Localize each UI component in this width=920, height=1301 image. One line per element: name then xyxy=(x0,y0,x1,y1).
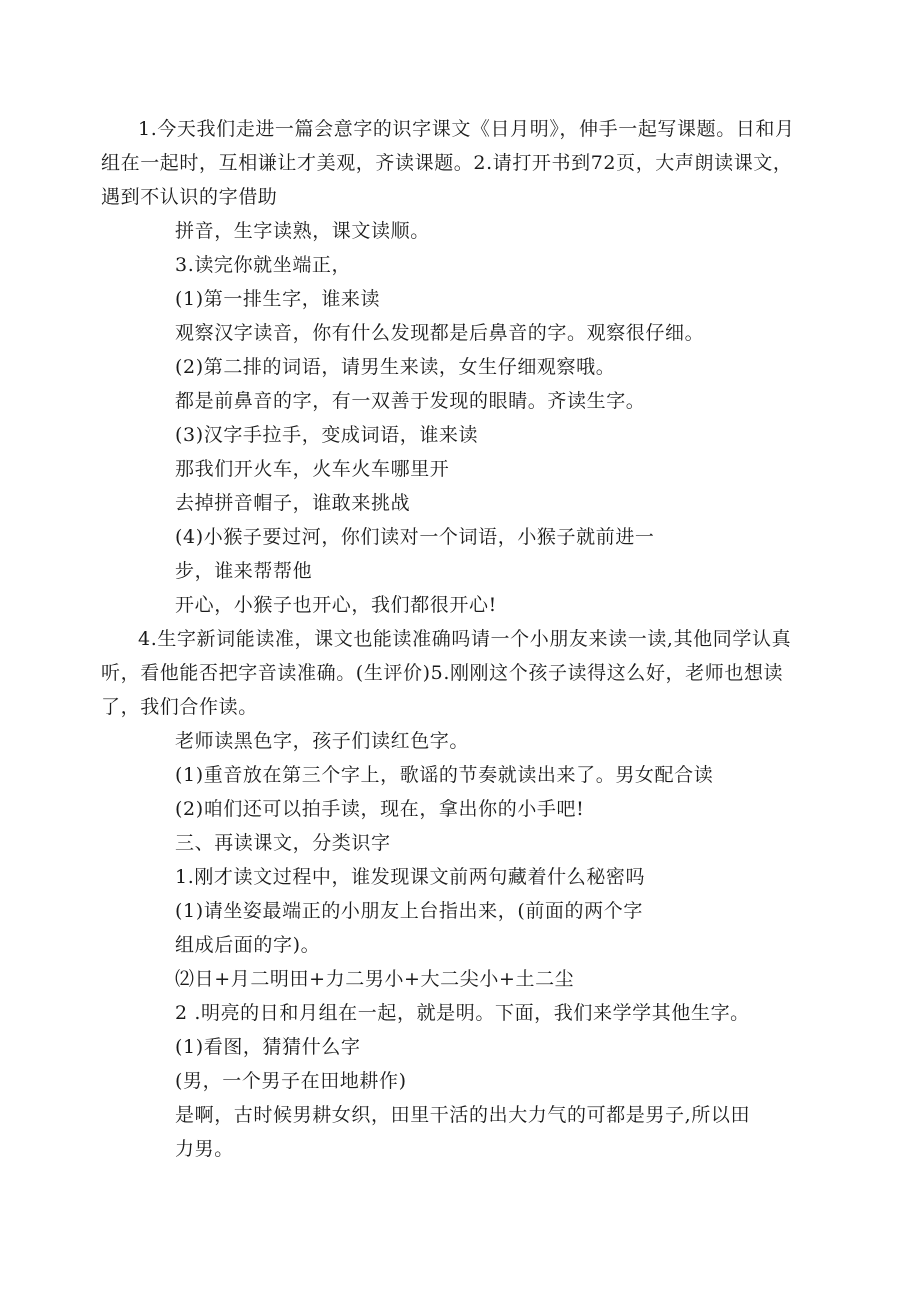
paragraph-equations: ⑵日+月二明田+力二男小+大二尖小+土二尘 xyxy=(175,968,575,990)
paragraph-happy: 开心，小猴子也开心，我们都很开心! xyxy=(175,594,497,616)
paragraph-secret: 1.刚才读文过程中，谁发现课文前两句藏着什么秘密吗 xyxy=(175,866,646,888)
paragraph-guess: (1)看图，猜猜什么字 xyxy=(175,1036,361,1058)
paragraph-bright: 2 .明亮的日和月组在一起，就是明。下面，我们来学学其他生字。 xyxy=(175,1002,750,1024)
paragraph-conclusion: 力男。 xyxy=(175,1138,234,1160)
paragraph-row-two: (2)第二排的词语，请男生来读，女生仔细观察哦。 xyxy=(175,356,616,378)
paragraph-farming: 是啊，古时候男耕女织，田里干活的出大力气的可都是男子,所以田 xyxy=(175,1104,751,1126)
paragraph-stress: (1)重音放在第三个字上，歌谣的节奏就读出来了。男女配合读 xyxy=(175,764,714,786)
lesson-text xyxy=(101,112,798,1166)
paragraph-point-out: (1)请坐姿最端正的小朋友上台指出来，(前面的两个字 xyxy=(175,900,643,922)
paragraph-sit-upright: 3.读完你就坐端正， xyxy=(175,254,352,276)
paragraph-colors: 老师读黑色字，孩子们读红色字。 xyxy=(175,730,470,752)
paragraph-compose: 组成后面的字)。 xyxy=(175,934,321,956)
paragraph-monkey: (4)小猴子要过河，你们读对一个词语，小猴子就前进一 xyxy=(175,526,655,548)
paragraph-row-one: (1)第一排生字，谁来读 xyxy=(175,288,381,310)
paragraph-help: 步，谁来帮帮他 xyxy=(175,560,313,582)
paragraph-intro: 1.今天我们走进一篇会意字的识字课文《日月明》，伸手一起写课题。日和月组在一起时，互相谦让才美观，齐读课题。2.请打开书到72页，大声朗读课文，遇到不认识的字借助 xyxy=(101,118,795,208)
paragraph-front-nasal: 都是前鼻音的字，有一双善于发现的眼睛。齐读生字。 xyxy=(175,390,646,412)
paragraph-hand-in-hand: (3)汉字手拉手，变成词语，谁来读 xyxy=(175,424,479,446)
paragraph-clap: (2)咱们还可以拍手读，现在，拿出你的小手吧! xyxy=(175,798,585,820)
section-heading-three: 三、再读课文，分类识字 xyxy=(175,832,391,854)
paragraph-male: (男，一个男子在田地耕作) xyxy=(175,1070,407,1092)
paragraph-train: 那我们开火车，火车火车哪里开 xyxy=(175,458,450,480)
paragraph-observe-sound: 观察汉字读音，你有什么发现都是后鼻音的字。观察很仔细。 xyxy=(175,322,705,344)
paragraph-pinyin: 拼音，生字读熟，课文读顺。 xyxy=(175,220,430,242)
paragraph-challenge: 去掉拼音帽子，谁敢来挑战 xyxy=(175,492,411,514)
paragraph-read-accurately: 4.生字新词能读准，课文也能读准确吗请一个小朋友来读一读,其他同学认真听，看他能否把字音读准确。(生评价)5.刚刚这个孩子读得这么好，老师也想读了，我们合作读。 xyxy=(101,628,792,718)
